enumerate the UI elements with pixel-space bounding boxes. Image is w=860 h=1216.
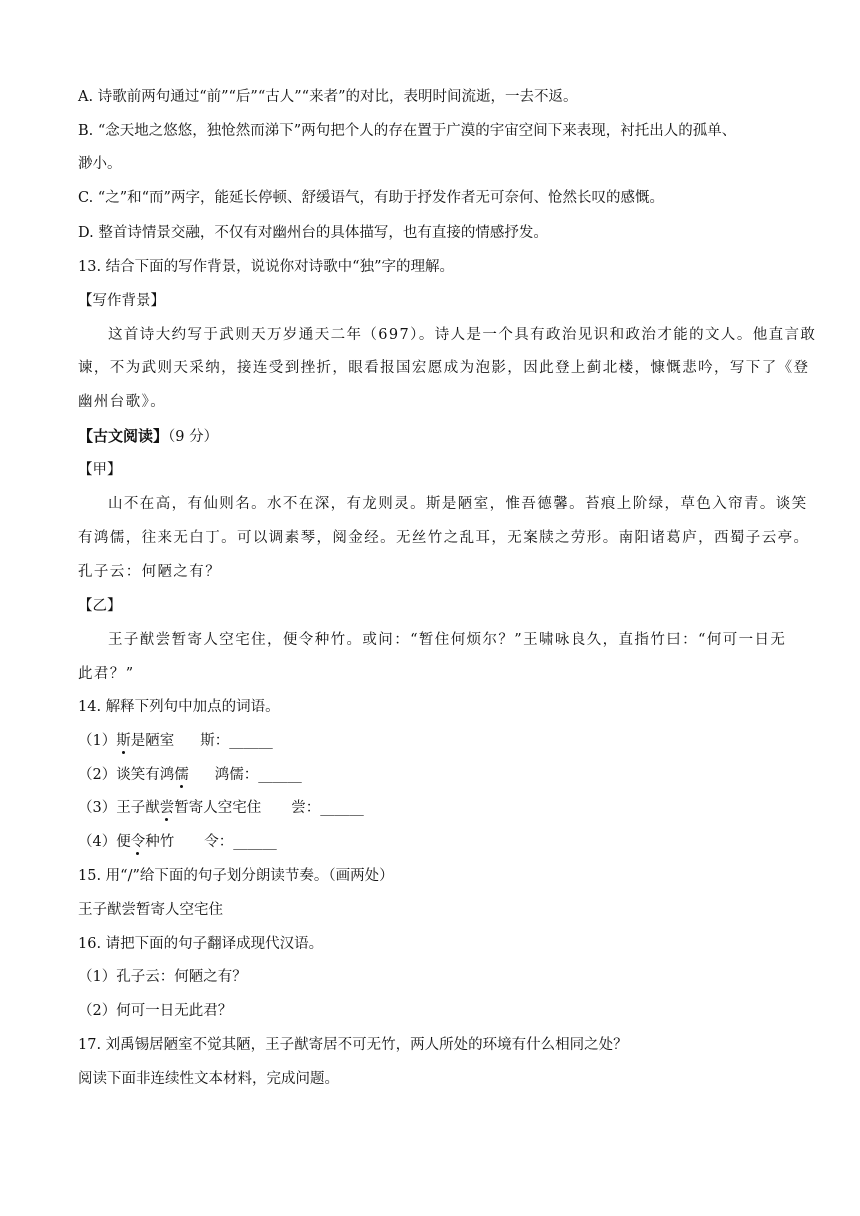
q14-item-3-number: （3）: [78, 800, 117, 816]
q12-option-a: A. 诗歌前两句通过“前”“后”“古人”“来者”的对比，表明时间流逝，一去不返。: [78, 89, 578, 105]
q15-question: 15. 用“/”给下面的句子划分朗读节奏。（画两处）: [78, 868, 394, 884]
q14-item-1-answer-blank[interactable]: ______: [229, 733, 273, 749]
q14-item-4-label: 令：: [204, 834, 234, 850]
q14-item-2-number: （2）: [78, 767, 117, 783]
q14-item-2-label: 鸿儒：: [214, 767, 259, 783]
q14-question: 14. 解释下列句中加点的词语。: [78, 699, 280, 715]
q12-option-b-line2: 渺小。: [78, 156, 122, 172]
passage-jia-label: 【甲】: [78, 462, 122, 478]
q14-item-3-label: 尝：: [291, 800, 321, 816]
q13-background-heading: 【写作背景】: [78, 293, 165, 309]
q14-item-3-text-after: 暂寄人空宅住: [174, 800, 262, 816]
q14-item-4: [78, 832, 277, 852]
q12-option-b-line1: B. “念天地之悠悠，独怆然而涕下”两句把个人的存在置于广漠的宇宙空间下来表现，衬托出人的孤单、: [78, 123, 737, 139]
q14-item-1-label: 斯：: [200, 733, 230, 749]
q14-item-1-text-after: 是陋室: [130, 733, 175, 749]
passage-yi-line1: 王子猷尝暂寄人空宅住，便令种竹。或问：“暂住何烦尔？”王啸咏良久，直指竹曰：“何可一日无: [108, 632, 787, 648]
q14-item-4-text-after: 种竹: [145, 834, 175, 850]
q14-item-2: [78, 765, 302, 785]
q13-background-line3: 幽州台歌》。: [78, 394, 167, 410]
section-score: （9 分）: [168, 429, 219, 445]
q14-item-4-text-before: 便: [116, 834, 131, 850]
q13-background-line2: 谏，不为武则天采纳，接连受到挫折，眼看报国宏愿成为泡影，因此登上蓟北楼，慷慨悲吟，写下了《登: [78, 360, 810, 376]
q14-item-1-number: （1）: [78, 733, 117, 749]
q14-item-4-number: （4）: [78, 834, 117, 850]
q15-sentence: 王子猷尝暂寄人空宅住: [78, 902, 223, 918]
passage-jia-line1: 山不在高，有仙则名。水不在深，有龙则灵。斯是陋室，惟吾德馨。苔痕上阶绿，草色入帘青。谈笑: [108, 496, 808, 512]
section-heading-row: [78, 426, 218, 447]
q16-sentence-1: （1）孔子云：何陋之有？: [78, 969, 247, 985]
passage-jia-line2: 有鸿儒，往来无白丁。可以调素琴，阅金经。无丝竹之乱耳，无案牍之劳形。南阳诸葛庐，西蜀子云亭。: [78, 530, 810, 546]
passage-yi-label: 【乙】: [78, 598, 122, 614]
q14-item-3-text-before: 王子猷: [116, 800, 160, 816]
q14-item-4-dotted-word: 令: [130, 834, 146, 850]
q14-item-3: [78, 798, 364, 818]
q14-item-2-answer-blank[interactable]: ______: [258, 767, 302, 783]
q14-item-3-dotted-word: 尝: [159, 800, 175, 816]
q12-option-c: C. “之”和“而”两字，能延长停顿、舒缓语气，有助于抒发作者无可奈何、怆然长叹的感慨。: [78, 190, 664, 206]
q17-question: 17. 刘禹锡居陋室不觉其陋，王子猷寄居不可无竹，两人所处的环境有什么相同之处？: [78, 1037, 628, 1053]
q13-question: 13. 结合下面的写作背景，说说你对诗歌中“独”字的理解。: [78, 259, 454, 275]
q14-item-1-dotted-word: 斯: [116, 733, 131, 749]
q13-background-line1: 这首诗大约写于武则天万岁通天二年（697）。诗人是一个具有政治见识和政治才能的文人。他直言敢: [108, 327, 817, 343]
q14-item-2-text-before: 谈笑有鸿: [116, 767, 175, 783]
passage-jia-line3: 孔子云：何陋之有？: [78, 564, 222, 580]
q14-item-4-answer-blank[interactable]: ______: [233, 834, 277, 850]
q14-item-1: [78, 731, 273, 751]
next-section-instruction: 阅读下面非连续性文本材料，完成问题。: [78, 1071, 339, 1087]
q14-item-2-dotted-word: 儒: [174, 767, 189, 783]
passage-yi-line2: 此君？”: [78, 666, 135, 682]
q16-sentence-2: （2）何可一日无此君？: [78, 1003, 233, 1019]
q12-option-d: D. 整首诗情景交融，不仅有对幽州台的具体描写，也有直接的情感抒发。: [78, 225, 548, 241]
q14-item-3-answer-blank[interactable]: ______: [320, 800, 364, 816]
q16-question: 16. 请把下面的句子翻译成现代汉语。: [78, 936, 324, 952]
section-heading: 【古文阅读】: [78, 427, 169, 445]
